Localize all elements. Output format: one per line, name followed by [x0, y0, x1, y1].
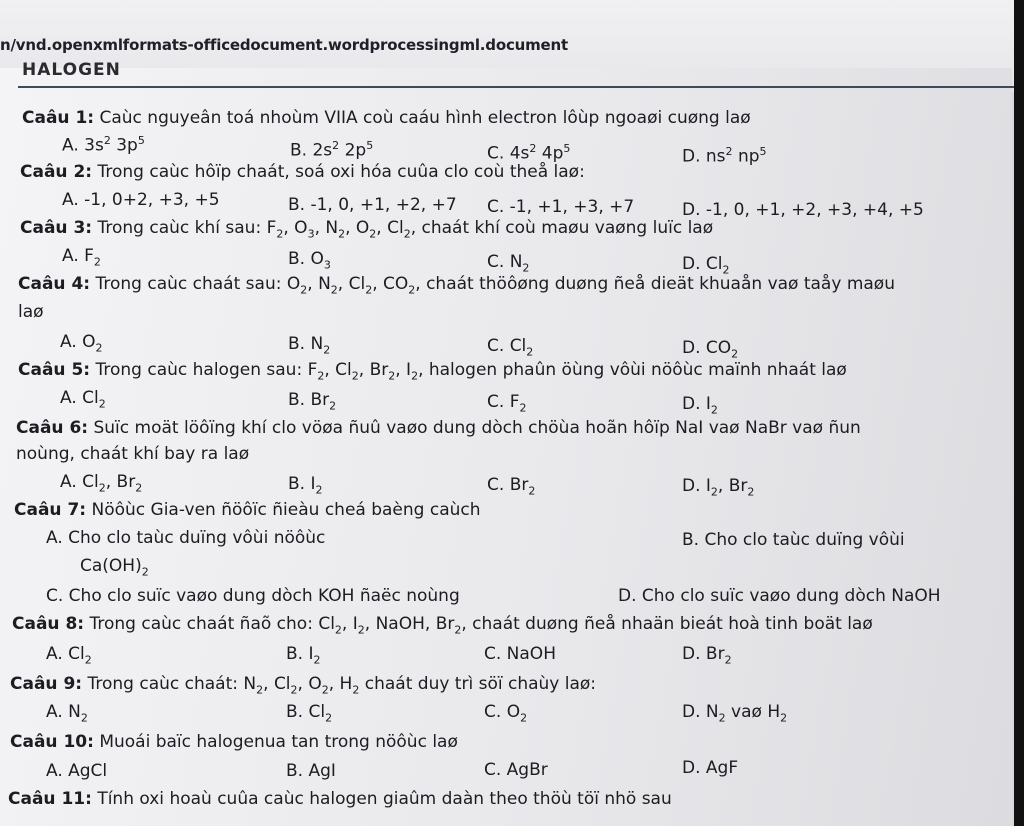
document-heading: HALOGEN: [22, 60, 121, 80]
q6-option-a: A. $Cl_2$, $Br_2$: [60, 472, 143, 495]
q6-option-b: B. $I_2$: [288, 474, 323, 497]
q2-option-b: B. -1, 0, +1, +2, +7: [288, 195, 457, 215]
q10-option-a: A. AgCl: [46, 761, 108, 781]
q8-option-c: C. NaOH: [484, 644, 556, 664]
q1-option-c: C. $4s^2$ $4p^5$: [487, 142, 571, 164]
q7-option-d: D. Cho clo suïc vaøo dung dòch NaOH: [618, 586, 941, 606]
q4-option-a: A. $O_2$: [60, 332, 103, 355]
question-1: [22, 108, 751, 128]
q2-option-c: C. -1, +1, +3, +7: [487, 197, 635, 217]
q5-option-b: B. $Br_2$: [288, 390, 337, 413]
q6-option-c: C. $Br_2$: [487, 475, 536, 498]
question-11: Caâu 11: Tính oxi hoaù cuûa caùc halogen giaûm daàn theo thöù töï nhö sau: [8, 789, 672, 809]
screen-edge: [1014, 0, 1024, 826]
q9-option-b: B. $Cl_2$: [286, 702, 333, 725]
q9-option-d: D. $N_2$ vaø $H_2$: [682, 702, 788, 725]
question-8: Caâu 8: Trong caùc chaát ñaõ cho: $Cl_2$, $I_2$, NaOH, $Br_2$, chaát duøng ñeå nhaän bieát hoà tinh boät laø: [12, 614, 873, 637]
q9-option-c: C. $O_2$: [484, 702, 528, 725]
question-2: Caâu 2: Trong caùc hôïp chaát, soá oxi hóa cuûa clo coù theå laø:: [20, 162, 585, 182]
q3-option-a: A. $F_2$: [62, 246, 101, 269]
q4-option-b: B. $N_2$: [288, 334, 331, 357]
question-7: Caâu 7: Nöôùc Gia-ven ñöôïc ñieàu cheá baèng caùch: [14, 500, 481, 520]
q3-option-c: C. $N_2$: [487, 252, 530, 275]
question-10: Caâu 10: Muoái baïc halogenua tan trong nöôùc laø: [10, 732, 458, 752]
question-6: Caâu 6: Suïc moät löôïng khí clo vöøa ñuû vaøo dung dòch chöùa hoãn hôïp NaI vaø NaBr vaø ñun: [16, 418, 861, 438]
mime-type-text: n/vnd.openxmlformats-officedocument.wordprocessingml.document: [0, 36, 568, 54]
q10-option-d: D. AgF: [682, 758, 739, 778]
question-3: Caâu 3: Trong caùc khí sau: $F_2$, $O_3$, $N_2$, $O_2$, $Cl_2$, chaát khí coù maøu vaøng luïc laø: [20, 218, 714, 241]
question-text: Caùc nguyeân toá nhoùm VIIA coù caáu hình electron lôùp ngoaøi cuøng laø: [99, 108, 751, 128]
q5-option-a: A. $Cl_2$: [60, 388, 106, 411]
question-4: Caâu 4: Trong caùc chaát sau: $O_2$, $N_2$, $Cl_2$, $CO_2$, chaát thöôøng duøng ñeå dieät khuaån vaø taåy maøu: [18, 274, 895, 297]
q4-option-c: C. $Cl_2$: [487, 336, 534, 359]
q7-option-a-continued: $Ca(OH)_2$: [80, 556, 149, 579]
q9-option-a: A. $N_2$: [46, 702, 88, 725]
q2-option-a: A. -1, 0+2, +3, +5: [62, 190, 220, 210]
q1-option-d: D. $ns^2$ $np^5$: [682, 145, 767, 167]
q3-option-b: B. $O_3$: [288, 249, 331, 272]
q8-option-d: D. $Br_2$: [682, 644, 732, 667]
question-4-continued: laø: [18, 302, 44, 322]
q7-option-b: B. Cho clo taùc duïng vôùi: [682, 530, 905, 550]
q1-option-b: B. $2s^2$ $2p^5$: [290, 139, 374, 161]
q7-option-a: A. Cho clo taùc duïng vôùi nöôùc: [46, 528, 326, 548]
q8-option-b: B. $I_2$: [286, 644, 321, 667]
question-5: Caâu 5: Trong caùc halogen sau: $F_2$, $Cl_2$, $Br_2$, $I_2$, halogen phaûn öùng vôùi nöôùc maïnh nhaát laø: [18, 360, 847, 383]
question-9: Caâu 9: Trong caùc chaát: $N_2$, $Cl_2$, $O_2$, $H_2$ chaát duy trì söï chaùy laø:: [10, 674, 597, 697]
q4-option-d: D. $CO_2$: [682, 338, 739, 361]
question-6-continued: noùng, chaát khí bay ra laø: [16, 444, 250, 464]
q10-option-c: C. AgBr: [484, 760, 548, 780]
q2-option-d: D. -1, 0, +1, +2, +3, +4, +5: [682, 200, 924, 220]
q1-option-a: A. $3s^2$ $3p^5$: [62, 134, 145, 156]
heading-rule: [18, 86, 1014, 88]
q5-option-c: C. $F_2$: [487, 392, 527, 415]
q3-option-d: D. $Cl_2$: [682, 254, 730, 277]
q5-option-d: D. $I_2$: [682, 394, 718, 417]
q10-option-b: B. AgI: [286, 761, 336, 781]
question-number: Caâu 1:: [22, 108, 95, 128]
q8-option-a: A. $Cl_2$: [46, 644, 92, 667]
q7-option-c: C. Cho clo suïc vaøo dung dòch KOH ñaëc noùng: [46, 586, 460, 606]
q6-option-d: D. $I_2$, $Br_2$: [682, 476, 755, 499]
